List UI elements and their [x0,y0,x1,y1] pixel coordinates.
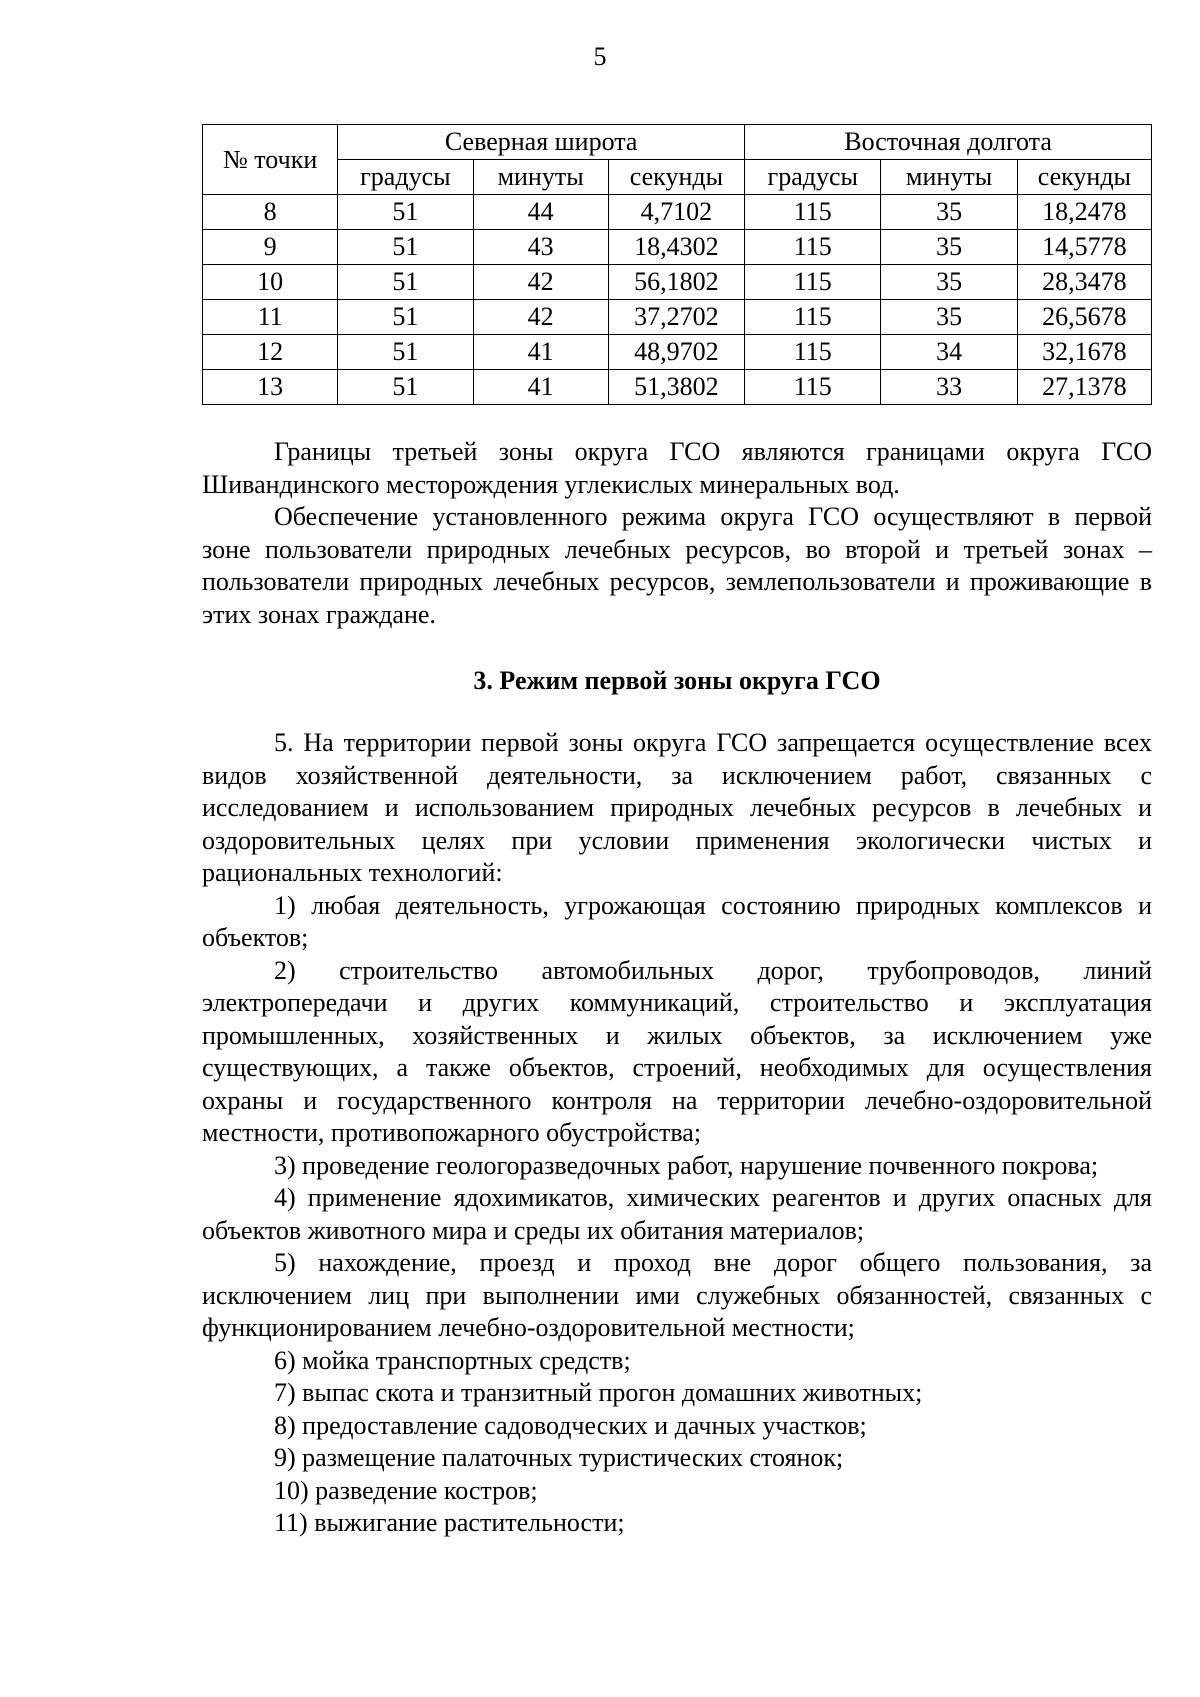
list-item: 8) предоставление садоводческих и дачных участков; [274,1410,867,1440]
table-cell: 51 [338,195,473,230]
table-cell: 14,5778 [1017,230,1151,265]
table-cell: 48,9702 [608,335,744,370]
list-item: 6) мойка транспортных средств; [274,1345,631,1375]
table-cell: 51 [338,300,473,335]
table-row [203,230,1152,265]
table-cell: 35 [881,300,1017,335]
subheader-lon-minutes: минуты [881,160,1017,195]
table-cell: 43 [473,230,608,265]
table-cell: 9 [203,230,338,265]
table-cell: 115 [745,370,881,405]
list-item: 10) разведение костров; [274,1475,538,1505]
table-cell: 115 [745,265,881,300]
table-row [203,300,1152,335]
list-item: 2) строительство автомобильных дорог, трубопроводов, линий электропередачи и других коммуникаций, строительство и эксплуатация промышленных, хозяйственных и жилых объектов, за исключением уже существующих, а также объектов, строений, необходимых для осуществления охраны и государственного контроля на территории лечебно-оздоровительной местности, противопожарного обустройства; [202,955,1152,1147]
table-cell: 115 [745,195,881,230]
document-body [202,436,1152,1540]
subheader-lat-seconds: секунды [608,160,744,195]
table-cell: 35 [881,195,1017,230]
table-cell: 11 [203,300,338,335]
header-point-number: № точки [203,125,338,195]
clause-5: 5. На территории первой зоны округа ГСО запрещается осуществление всех видов хозяйственной деятельности, за исключением работ, связанных с исследованием и использованием природных лечебных ресурсов в лечебных и оздоровительных целях при условии применения экологически чистых и рациональных технологий: [202,728,1152,887]
table-cell: 37,2702 [608,300,744,335]
table-cell: 12 [203,335,338,370]
table-cell: 8 [203,195,338,230]
table-cell: 28,3478 [1017,265,1151,300]
prohibited-activities-list [202,890,1152,1540]
subheader-lat-degrees: градусы [338,160,473,195]
header-north-latitude: Северная широта [338,125,745,160]
table-cell: 115 [745,335,881,370]
subheader-lon-degrees: градусы [745,160,881,195]
list-item: 5) нахождение, проезд и проход вне дорог общего пользования, за исключением лиц при выполнении ими служебных обязанностей, связанных с функционированием лечебно-оздоровительной местности; [202,1248,1152,1342]
table-cell: 27,1378 [1017,370,1151,405]
table-cell: 18,2478 [1017,195,1151,230]
table-cell: 10 [203,265,338,300]
list-item: 7) выпас скота и транзитный прогон домашних животных; [274,1378,923,1407]
list-item: 11) выжигание растительности; [274,1508,625,1537]
list-item: 3) проведение геологоразведочных работ, нарушение почвенного покрова; [274,1150,1099,1180]
subheader-lon-seconds: секунды [1017,160,1151,195]
table-cell: 42 [473,300,608,335]
list-item: 4) применение ядохимикатов, химических реагентов и других опасных для объектов животного мира и среды их обитания материалов; [202,1183,1152,1245]
table-row [203,265,1152,300]
table-cell: 33 [881,370,1017,405]
table-cell: 115 [745,230,881,265]
table-cell: 42 [473,265,608,300]
table-cell: 41 [473,370,608,405]
table-cell: 44 [473,195,608,230]
table-cell: 35 [881,230,1017,265]
table-header-row [203,125,1152,160]
list-item: 1) любая деятельность, угрожающая состоянию природных комплексов и объектов; [202,890,1152,952]
table-cell: 26,5678 [1017,300,1151,335]
table-cell: 51 [338,370,473,405]
table-row [203,195,1152,230]
subheader-lat-minutes: минуты [473,160,608,195]
table-cell: 32,1678 [1017,335,1151,370]
paragraph-regime-enforcement: Обеспечение установленного режима округа ГСО осуществляют в первой зоне пользователи природных лечебных ресурсов, во второй и третьей зонах – пользователи природных лечебных ресурсов, землепользователи и проживающие в этих зонах граждане. [202,502,1152,629]
paragraph-third-zone-boundaries: Границы третьей зоны округа ГСО являются границами округа ГСО Шивандинского месторождения углекислых минеральных вод. [202,437,1152,499]
table-cell: 51 [338,335,473,370]
table-cell: 41 [473,335,608,370]
coordinates-table [202,124,1152,405]
page-number: 5 [593,42,607,71]
table-cell: 51,3802 [608,370,744,405]
table-cell: 18,4302 [608,230,744,265]
table-cell: 13 [203,370,338,405]
list-item: 9) размещение палаточных туристических стоянок; [274,1443,844,1472]
table-cell: 4,7102 [608,195,744,230]
table-row [203,370,1152,405]
table-cell: 115 [745,300,881,335]
table-row [203,335,1152,370]
table-cell: 51 [338,265,473,300]
table-cell: 34 [881,335,1017,370]
table-cell: 35 [881,265,1017,300]
table-subheader-row [203,160,1152,195]
table-cell: 56,1802 [608,265,744,300]
section-title: 3. Режим первой зоны округа ГСО [473,666,881,695]
table-cell: 51 [338,230,473,265]
header-east-longitude: Восточная долгота [745,125,1152,160]
